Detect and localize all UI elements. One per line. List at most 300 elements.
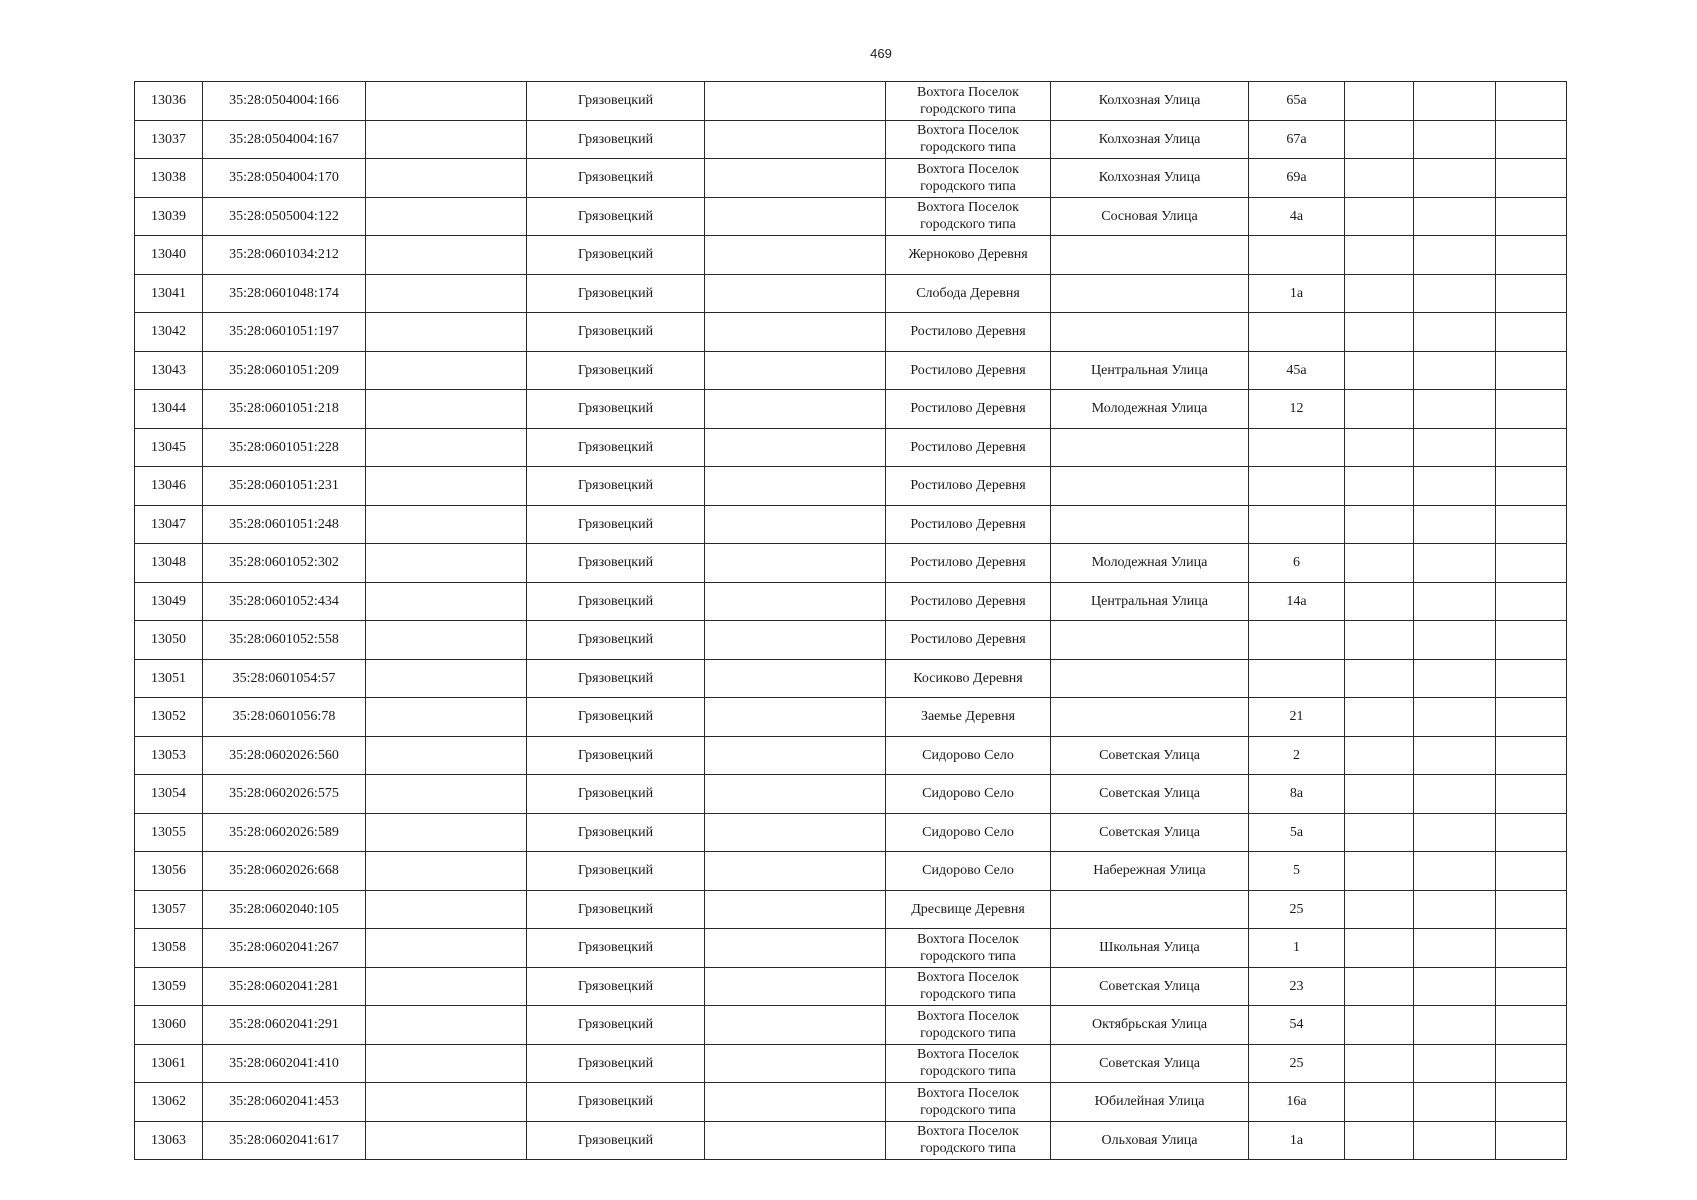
empty-cell: [1496, 82, 1567, 121]
district-cell: Грязовецкий: [527, 351, 705, 390]
row-number-cell: 13049: [135, 582, 203, 621]
cadastral-number-cell: 35:28:0602026:560: [203, 736, 366, 775]
locality-cell: Ростилово Деревня: [886, 621, 1051, 660]
empty-cell: [1496, 890, 1567, 929]
empty-cell: [1496, 544, 1567, 583]
district-cell: Грязовецкий: [527, 236, 705, 275]
empty-cell: [1414, 428, 1496, 467]
empty-cell: [1414, 736, 1496, 775]
row-number-cell: 13059: [135, 967, 203, 1006]
street-cell: Центральная Улица: [1051, 582, 1249, 621]
row-number-cell: 13053: [135, 736, 203, 775]
empty-cell: [705, 351, 886, 390]
empty-cell: [1345, 120, 1414, 159]
cadastral-number-cell: 35:28:0602026:589: [203, 813, 366, 852]
cadastral-number-cell: 35:28:0602041:291: [203, 1006, 366, 1045]
table-row: [135, 1044, 1567, 1083]
empty-cell: [366, 351, 527, 390]
empty-cell: [705, 390, 886, 429]
street-cell: [1051, 505, 1249, 544]
cadastral-number-cell: 35:28:0602041:453: [203, 1083, 366, 1122]
empty-cell: [366, 813, 527, 852]
row-number-cell: 13039: [135, 197, 203, 236]
empty-cell: [366, 236, 527, 275]
locality-cell: Ростилово Деревня: [886, 351, 1051, 390]
table-row: [135, 544, 1567, 583]
empty-cell: [1496, 852, 1567, 891]
street-cell: Центральная Улица: [1051, 351, 1249, 390]
district-cell: Грязовецкий: [527, 1121, 705, 1160]
empty-cell: [705, 698, 886, 737]
empty-cell: [1414, 1083, 1496, 1122]
table-row: [135, 736, 1567, 775]
row-number-cell: 13048: [135, 544, 203, 583]
empty-cell: [366, 274, 527, 313]
row-number-cell: 13058: [135, 929, 203, 968]
empty-cell: [1345, 929, 1414, 968]
table-row: [135, 1083, 1567, 1122]
house-cell: 45а: [1249, 351, 1345, 390]
house-cell: 5: [1249, 852, 1345, 891]
locality-cell: Вохтога Поселок городского типа: [886, 1121, 1051, 1160]
street-cell: [1051, 698, 1249, 737]
row-number-cell: 13046: [135, 467, 203, 506]
empty-cell: [705, 813, 886, 852]
street-cell: [1051, 890, 1249, 929]
house-cell: [1249, 313, 1345, 352]
empty-cell: [1496, 120, 1567, 159]
cadastral-number-cell: 35:28:0504004:167: [203, 120, 366, 159]
table-row: [135, 967, 1567, 1006]
table-row: [135, 698, 1567, 737]
empty-cell: [1345, 82, 1414, 121]
cadastral-number-cell: 35:28:0504004:170: [203, 159, 366, 198]
locality-cell: Косиково Деревня: [886, 659, 1051, 698]
house-cell: 1а: [1249, 274, 1345, 313]
cadastral-number-cell: 35:28:0602041:410: [203, 1044, 366, 1083]
empty-cell: [1496, 313, 1567, 352]
empty-cell: [1496, 1006, 1567, 1045]
cadastral-number-cell: 35:28:0601052:302: [203, 544, 366, 583]
district-cell: Грязовецкий: [527, 852, 705, 891]
empty-cell: [1345, 890, 1414, 929]
district-cell: Грязовецкий: [527, 159, 705, 198]
locality-cell: Ростилово Деревня: [886, 313, 1051, 352]
empty-cell: [1414, 813, 1496, 852]
locality-cell: Сидорово Село: [886, 852, 1051, 891]
empty-cell: [1414, 621, 1496, 660]
empty-cell: [366, 390, 527, 429]
cadastral-number-cell: 35:28:0505004:122: [203, 197, 366, 236]
empty-cell: [705, 1083, 886, 1122]
row-number-cell: 13043: [135, 351, 203, 390]
empty-cell: [1414, 698, 1496, 737]
empty-cell: [366, 428, 527, 467]
empty-cell: [705, 890, 886, 929]
cadastral-number-cell: 35:28:0601051:209: [203, 351, 366, 390]
street-cell: Молодежная Улица: [1051, 390, 1249, 429]
empty-cell: [1414, 390, 1496, 429]
district-cell: Грязовецкий: [527, 775, 705, 814]
empty-cell: [1414, 236, 1496, 275]
cadastral-number-cell: 35:28:0601034:212: [203, 236, 366, 275]
empty-cell: [1496, 1121, 1567, 1160]
locality-cell: Заемье Деревня: [886, 698, 1051, 737]
house-cell: 69а: [1249, 159, 1345, 198]
house-cell: 16а: [1249, 1083, 1345, 1122]
empty-cell: [705, 1006, 886, 1045]
district-cell: Грязовецкий: [527, 698, 705, 737]
street-cell: [1051, 659, 1249, 698]
street-cell: [1051, 274, 1249, 313]
street-cell: Колхозная Улица: [1051, 120, 1249, 159]
locality-cell: Дресвище Деревня: [886, 890, 1051, 929]
empty-cell: [1414, 274, 1496, 313]
house-cell: [1249, 428, 1345, 467]
cadastral-number-cell: 35:28:0601052:434: [203, 582, 366, 621]
locality-cell: Вохтога Поселок городского типа: [886, 82, 1051, 121]
table-row: [135, 351, 1567, 390]
street-cell: Колхозная Улица: [1051, 159, 1249, 198]
house-cell: [1249, 236, 1345, 275]
table-row: [135, 159, 1567, 198]
street-cell: Советская Улица: [1051, 736, 1249, 775]
empty-cell: [1496, 582, 1567, 621]
house-cell: 1а: [1249, 1121, 1345, 1160]
empty-cell: [1496, 274, 1567, 313]
locality-cell: Вохтога Поселок городского типа: [886, 197, 1051, 236]
house-cell: [1249, 467, 1345, 506]
table-row: [135, 467, 1567, 506]
house-cell: 67а: [1249, 120, 1345, 159]
district-cell: Грязовецкий: [527, 120, 705, 159]
empty-cell: [1496, 698, 1567, 737]
empty-cell: [366, 582, 527, 621]
empty-cell: [366, 159, 527, 198]
house-cell: 4а: [1249, 197, 1345, 236]
empty-cell: [705, 505, 886, 544]
empty-cell: [366, 890, 527, 929]
row-number-cell: 13050: [135, 621, 203, 660]
table-row: [135, 890, 1567, 929]
district-cell: Грязовецкий: [527, 736, 705, 775]
empty-cell: [1414, 659, 1496, 698]
empty-cell: [705, 736, 886, 775]
row-number-cell: 13044: [135, 390, 203, 429]
house-cell: 5а: [1249, 813, 1345, 852]
empty-cell: [1345, 621, 1414, 660]
house-cell: 54: [1249, 1006, 1345, 1045]
cadastral-number-cell: 35:28:0602041:617: [203, 1121, 366, 1160]
empty-cell: [366, 82, 527, 121]
empty-cell: [1345, 197, 1414, 236]
empty-cell: [705, 621, 886, 660]
table-row: [135, 852, 1567, 891]
street-cell: Советская Улица: [1051, 813, 1249, 852]
street-cell: [1051, 313, 1249, 352]
empty-cell: [1345, 582, 1414, 621]
empty-cell: [705, 852, 886, 891]
empty-cell: [366, 852, 527, 891]
house-cell: 21: [1249, 698, 1345, 737]
row-number-cell: 13062: [135, 1083, 203, 1122]
house-cell: 25: [1249, 890, 1345, 929]
locality-cell: Ростилово Деревня: [886, 505, 1051, 544]
cadastral-number-cell: 35:28:0602041:281: [203, 967, 366, 1006]
empty-cell: [366, 197, 527, 236]
empty-cell: [1345, 736, 1414, 775]
empty-cell: [705, 929, 886, 968]
house-cell: 14а: [1249, 582, 1345, 621]
street-cell: [1051, 467, 1249, 506]
district-cell: Грязовецкий: [527, 659, 705, 698]
row-number-cell: 13041: [135, 274, 203, 313]
empty-cell: [1496, 929, 1567, 968]
table-row: [135, 197, 1567, 236]
cadastral-number-cell: 35:28:0601054:57: [203, 659, 366, 698]
empty-cell: [366, 621, 527, 660]
cadastral-number-cell: 35:28:0601048:174: [203, 274, 366, 313]
row-number-cell: 13054: [135, 775, 203, 814]
table-row: [135, 428, 1567, 467]
house-cell: 65а: [1249, 82, 1345, 121]
row-number-cell: 13056: [135, 852, 203, 891]
empty-cell: [1345, 313, 1414, 352]
locality-cell: Ростилово Деревня: [886, 544, 1051, 583]
locality-cell: Вохтога Поселок городского типа: [886, 159, 1051, 198]
district-cell: Грязовецкий: [527, 505, 705, 544]
empty-cell: [1414, 890, 1496, 929]
empty-cell: [366, 659, 527, 698]
table-row: [135, 120, 1567, 159]
empty-cell: [705, 1044, 886, 1083]
cadastral-number-cell: 35:28:0601051:218: [203, 390, 366, 429]
locality-cell: Вохтога Поселок городского типа: [886, 1006, 1051, 1045]
district-cell: Грязовецкий: [527, 967, 705, 1006]
empty-cell: [366, 775, 527, 814]
empty-cell: [1496, 351, 1567, 390]
district-cell: Грязовецкий: [527, 1006, 705, 1045]
table-row: [135, 236, 1567, 275]
cadastral-number-cell: 35:28:0602026:668: [203, 852, 366, 891]
empty-cell: [1345, 274, 1414, 313]
row-number-cell: 13042: [135, 313, 203, 352]
empty-cell: [1345, 1083, 1414, 1122]
table-row: [135, 813, 1567, 852]
street-cell: Юбилейная Улица: [1051, 1083, 1249, 1122]
empty-cell: [1496, 197, 1567, 236]
table-row: [135, 582, 1567, 621]
locality-cell: Ростилово Деревня: [886, 390, 1051, 429]
empty-cell: [705, 582, 886, 621]
empty-cell: [705, 82, 886, 121]
empty-cell: [705, 659, 886, 698]
page-number: 469: [870, 46, 892, 61]
cadastral-number-cell: 35:28:0601051:231: [203, 467, 366, 506]
empty-cell: [705, 544, 886, 583]
street-cell: [1051, 428, 1249, 467]
empty-cell: [366, 967, 527, 1006]
empty-cell: [366, 1044, 527, 1083]
empty-cell: [705, 1121, 886, 1160]
empty-cell: [1496, 813, 1567, 852]
empty-cell: [1345, 505, 1414, 544]
street-cell: [1051, 236, 1249, 275]
empty-cell: [1345, 351, 1414, 390]
empty-cell: [366, 505, 527, 544]
table-row: [135, 390, 1567, 429]
empty-cell: [1345, 1006, 1414, 1045]
cadastral-number-cell: 35:28:0601052:558: [203, 621, 366, 660]
empty-cell: [705, 236, 886, 275]
house-cell: 8а: [1249, 775, 1345, 814]
empty-cell: [1414, 929, 1496, 968]
empty-cell: [366, 736, 527, 775]
house-cell: 25: [1249, 1044, 1345, 1083]
table-body: [135, 82, 1567, 1160]
registry-table: [134, 81, 1567, 1160]
house-cell: [1249, 659, 1345, 698]
table-row: [135, 313, 1567, 352]
cadastral-number-cell: 35:28:0504004:166: [203, 82, 366, 121]
district-cell: Грязовецкий: [527, 813, 705, 852]
street-cell: Советская Улица: [1051, 1044, 1249, 1083]
house-cell: 2: [1249, 736, 1345, 775]
locality-cell: Ростилово Деревня: [886, 467, 1051, 506]
street-cell: Ольховая Улица: [1051, 1121, 1249, 1160]
row-number-cell: 13036: [135, 82, 203, 121]
row-number-cell: 13061: [135, 1044, 203, 1083]
empty-cell: [1345, 1121, 1414, 1160]
empty-cell: [1496, 775, 1567, 814]
table-row: [135, 929, 1567, 968]
empty-cell: [366, 120, 527, 159]
district-cell: Грязовецкий: [527, 582, 705, 621]
empty-cell: [1496, 1044, 1567, 1083]
house-cell: 12: [1249, 390, 1345, 429]
row-number-cell: 13040: [135, 236, 203, 275]
empty-cell: [705, 274, 886, 313]
empty-cell: [1345, 159, 1414, 198]
locality-cell: Вохтога Поселок городского типа: [886, 120, 1051, 159]
empty-cell: [1345, 1044, 1414, 1083]
empty-cell: [1414, 544, 1496, 583]
empty-cell: [1496, 159, 1567, 198]
empty-cell: [1496, 659, 1567, 698]
house-cell: 23: [1249, 967, 1345, 1006]
empty-cell: [1496, 736, 1567, 775]
row-number-cell: 13045: [135, 428, 203, 467]
empty-cell: [1345, 544, 1414, 583]
empty-cell: [705, 775, 886, 814]
row-number-cell: 13063: [135, 1121, 203, 1160]
district-cell: Грязовецкий: [527, 1083, 705, 1122]
table-row: [135, 1121, 1567, 1160]
row-number-cell: 13060: [135, 1006, 203, 1045]
locality-cell: Слобода Деревня: [886, 274, 1051, 313]
street-cell: Октябрьская Улица: [1051, 1006, 1249, 1045]
empty-cell: [366, 313, 527, 352]
empty-cell: [1496, 505, 1567, 544]
cadastral-number-cell: 35:28:0602026:575: [203, 775, 366, 814]
table-row: [135, 659, 1567, 698]
empty-cell: [366, 544, 527, 583]
table-row: [135, 1006, 1567, 1045]
empty-cell: [705, 120, 886, 159]
row-number-cell: 13038: [135, 159, 203, 198]
empty-cell: [1345, 775, 1414, 814]
district-cell: Грязовецкий: [527, 467, 705, 506]
street-cell: Молодежная Улица: [1051, 544, 1249, 583]
district-cell: Грязовецкий: [527, 197, 705, 236]
street-cell: Сосновая Улица: [1051, 197, 1249, 236]
locality-cell: Вохтога Поселок городского типа: [886, 1083, 1051, 1122]
empty-cell: [705, 313, 886, 352]
empty-cell: [1414, 582, 1496, 621]
district-cell: Грязовецкий: [527, 428, 705, 467]
empty-cell: [366, 1006, 527, 1045]
empty-cell: [366, 1121, 527, 1160]
street-cell: Советская Улица: [1051, 967, 1249, 1006]
locality-cell: Ростилово Деревня: [886, 428, 1051, 467]
empty-cell: [366, 698, 527, 737]
empty-cell: [1414, 120, 1496, 159]
cadastral-number-cell: 35:28:0601051:228: [203, 428, 366, 467]
empty-cell: [1414, 852, 1496, 891]
house-cell: 1: [1249, 929, 1345, 968]
empty-cell: [1414, 775, 1496, 814]
empty-cell: [1414, 505, 1496, 544]
empty-cell: [1496, 1083, 1567, 1122]
empty-cell: [1414, 313, 1496, 352]
district-cell: Грязовецкий: [527, 621, 705, 660]
locality-cell: Жерноково Деревня: [886, 236, 1051, 275]
empty-cell: [1345, 852, 1414, 891]
empty-cell: [1414, 967, 1496, 1006]
house-cell: 6: [1249, 544, 1345, 583]
empty-cell: [1345, 467, 1414, 506]
row-number-cell: 13057: [135, 890, 203, 929]
empty-cell: [1345, 428, 1414, 467]
street-cell: Колхозная Улица: [1051, 82, 1249, 121]
street-cell: Советская Улица: [1051, 775, 1249, 814]
locality-cell: Сидорово Село: [886, 813, 1051, 852]
empty-cell: [705, 159, 886, 198]
empty-cell: [1414, 351, 1496, 390]
locality-cell: Сидорово Село: [886, 775, 1051, 814]
street-cell: [1051, 621, 1249, 660]
table-row: [135, 621, 1567, 660]
district-cell: Грязовецкий: [527, 929, 705, 968]
row-number-cell: 13037: [135, 120, 203, 159]
row-number-cell: 13051: [135, 659, 203, 698]
row-number-cell: 13055: [135, 813, 203, 852]
locality-cell: Ростилово Деревня: [886, 582, 1051, 621]
empty-cell: [1345, 236, 1414, 275]
empty-cell: [1496, 236, 1567, 275]
empty-cell: [1496, 390, 1567, 429]
district-cell: Грязовецкий: [527, 274, 705, 313]
locality-cell: Вохтога Поселок городского типа: [886, 929, 1051, 968]
district-cell: Грязовецкий: [527, 890, 705, 929]
empty-cell: [1345, 967, 1414, 1006]
empty-cell: [1414, 1006, 1496, 1045]
row-number-cell: 13052: [135, 698, 203, 737]
cadastral-number-cell: 35:28:0601056:78: [203, 698, 366, 737]
empty-cell: [705, 428, 886, 467]
empty-cell: [705, 967, 886, 1006]
empty-cell: [1414, 1044, 1496, 1083]
